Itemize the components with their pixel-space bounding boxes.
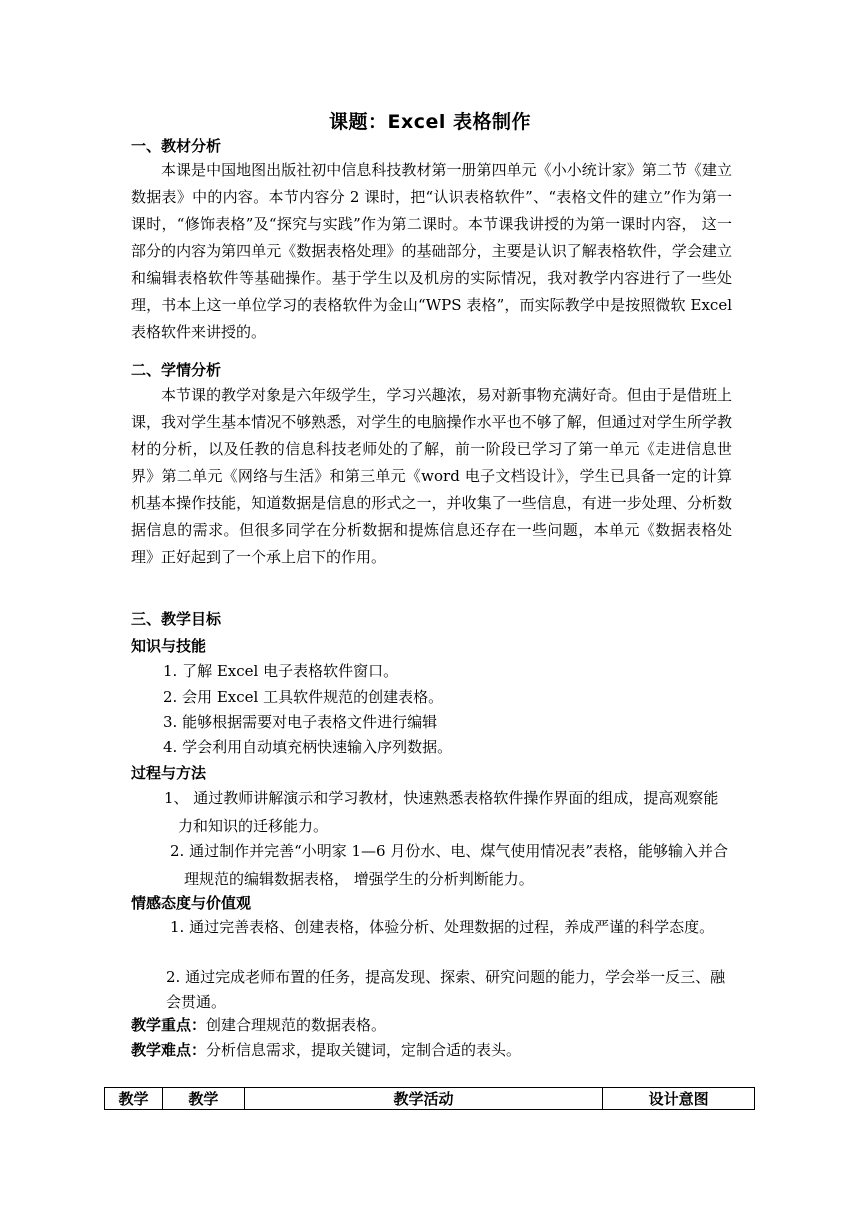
key-point-text: 创建合理规范的数据表格。	[206, 1016, 387, 1034]
process-item: 2. 通过制作并完善“小明家 1—6 月份水、电、煤气使用情况表”表格，能够输入并合理规范的编辑数据表格， 增强学生的分析判断能力。	[170, 842, 729, 888]
table-header-cell: 教学	[105, 1088, 163, 1110]
textbook-analysis-paragraph: 本课是中国地图出版社初中信息科技教材第一册第四单元《小小统计家》第二节《建立数据表》中的内容。本节内容分 2 课时，把“认识表格软件”、“表格文件的建立”作为第一课时，“修饰表格”及“探究与实践”作为第二课时。本节课我讲授的为第一课时内容， 这一部分的内容为第四单元《数据表格处理》的基础部分，主要是认识了解表格软件，学会建立和编辑表格软件等基础操作。基于学生以及机房的实际情况，我对教学内容进行了一些处理，书本上这一单位学习的表格软件为金山“WPS 表格”，而实际教学中是按照微软 Excel 表格软件来讲授的。	[131, 161, 732, 341]
table-header-row	[105, 1088, 755, 1110]
table-header-cell: 教学	[162, 1088, 244, 1110]
difficult-point-line	[131, 1040, 521, 1060]
key-point-line	[131, 1015, 386, 1035]
table-header-cell: 教学活动	[244, 1088, 602, 1110]
difficult-point-label: 教学难点：	[131, 1041, 207, 1059]
learner-analysis-paragraph: 本节课的教学对象是六年级学生，学习兴趣浓，易对新事物充满好奇。但由于是借班上课，我对学生基本情况不够熟悉，对学生的电脑操作水平也不够了解，但通过对学生所学教材的分析，以及任教的信息科技老师处的了解，前一阶段已学习了第一单元《走进信息世界》第二单元《网络与生活》和第三单元《word 电子文档设计》，学生已具备一定的计算机基本操作技能，知道数据是信息的形式之一，并收集了一些信息，有进一步处理、分析数据信息的需求。但很多同学在分析数据和提炼信息还存在一些问题，本单元《数据表格处理》正好起到了一个承上启下的作用。	[131, 386, 732, 566]
section-heading-textbook-analysis: 一、教材分析	[131, 137, 222, 155]
process-item: 1、 通过教师讲解演示和学习教材，快速熟悉表格软件操作界面的组成，提高观察能力和知识的迁移能力。	[164, 789, 719, 835]
page-title: 课题：Excel 表格制作	[328, 111, 531, 133]
knowledge-item: 3. 能够根据需要对电子表格文件进行编辑	[163, 713, 438, 731]
knowledge-item: 1. 了解 Excel 电子表格软件窗口。	[163, 662, 399, 680]
knowledge-item: 4. 学会利用自动填充柄快速输入序列数据。	[163, 738, 453, 756]
subheading-process-methods: 过程与方法	[131, 764, 207, 782]
difficult-point-text: 分析信息需求，提取关键词，定制合适的表头。	[206, 1041, 522, 1059]
key-point-label: 教学重点：	[131, 1016, 207, 1034]
knowledge-item: 2. 会用 Excel 工具软件规范的创建表格。	[163, 688, 444, 706]
subheading-attitudes-values: 情感态度与价值观	[131, 894, 252, 912]
attitude-item: 1. 通过完善表格、创建表格，体验分析、处理数据的过程，养成严谨的科学态度。	[170, 918, 715, 936]
attitude-item: 2. 通过完成老师布置的任务，提高发现、探索、研究问题的能力，学会举一反三、融会贯通。	[166, 968, 726, 1011]
lesson-plan-table	[104, 1087, 755, 1110]
section-heading-learner-analysis: 二、学情分析	[131, 361, 222, 379]
section-heading-teaching-objectives: 三、教学目标	[131, 610, 222, 628]
subheading-knowledge-skills: 知识与技能	[131, 637, 207, 655]
table-header-cell: 设计意图	[603, 1088, 755, 1110]
